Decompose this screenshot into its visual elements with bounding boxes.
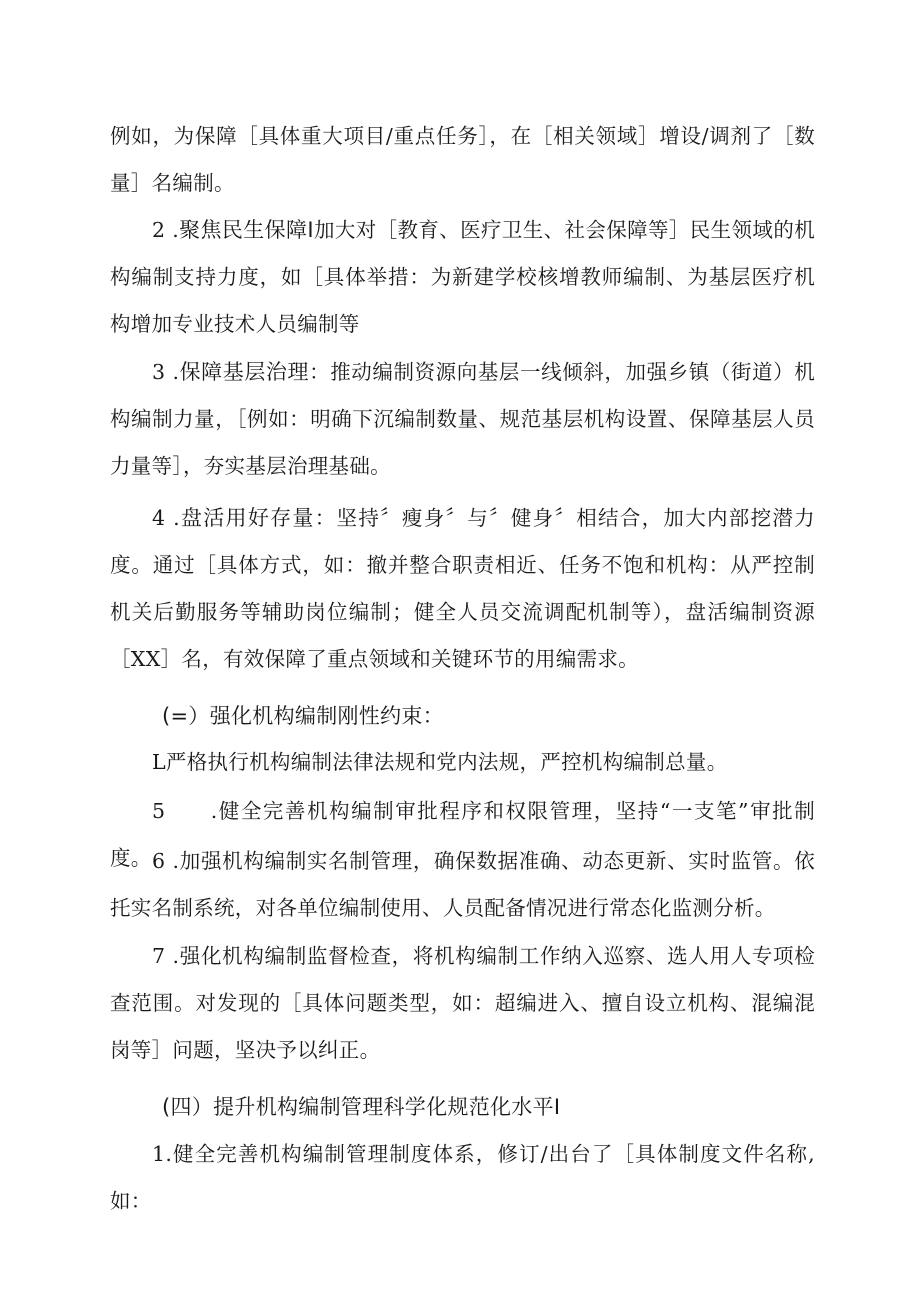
paragraph-text: 5 .健全完善机构编制审批程序和权限管理，坚持“一支笔”审批制度。	[110, 799, 815, 870]
paragraph-text: 6 .加强机构编制实名制管理，确保数据准确、动态更新、实时监管。依托实名制系统，对各单位编制使用、人员配备情况进行常态化监测分析。	[110, 849, 815, 920]
paragraph-item-6	[110, 838, 815, 932]
paragraph-text: L严格执行机构编制法律法规和党内法规，严控机构编制总量。	[152, 750, 728, 774]
paragraph-item-2	[110, 207, 815, 348]
paragraph-continuation	[110, 113, 815, 207]
section-heading-text: (四）提升机构编制管理科学化规范化水平I	[162, 1095, 561, 1119]
paragraph-text: 例如，为保障［具体重大项目/重点任务］，在［相关领域］增设/调剂了［数量］名编制。	[110, 124, 815, 195]
paragraph-item-1b	[110, 1131, 815, 1225]
paragraph-item-1	[110, 739, 815, 786]
section-heading-text: (=）强化机构编制刚性约束：	[162, 704, 444, 728]
paragraph-item-7	[110, 933, 815, 1074]
paragraph-text: ：坚持〞瘦身〞与〞健身〞相结合，加大内部挖潜力度。通过［具体方式，如：撤并整合职责相近、任务不饱和机构：从严控制机关后勤服务等辅助岗位编制；健全人员交流调配机制等），盘活编制资源［XX］名，有效保障了重点领域和关键环节的用编需求。	[110, 506, 815, 671]
item-number: 2 .	[152, 218, 180, 242]
section-heading-4	[110, 1084, 815, 1131]
item-heading: 保障基层治理	[179, 360, 310, 384]
item-number: 4 .	[152, 506, 180, 530]
paragraph-item-4	[110, 495, 815, 683]
item-heading: 聚焦民生保障I	[179, 218, 314, 242]
paragraph-text: ：推动编制资源向基层一线倾斜，加强乡镇（街道）机构编制力量，［例如：明确下沉编制数量、规范基层机构设置、保障基层人员力量等］，夯实基层治理基础。	[110, 360, 816, 478]
item-heading: 盘活用好存量	[179, 506, 315, 530]
item-number: 3 .	[152, 360, 180, 384]
paragraph-item-3	[110, 349, 815, 490]
paragraph-text: 1.健全完善机构编制管理制度体系，修订/出台了［具体制度文件名称,如：	[110, 1142, 815, 1213]
paragraph-text: 7 .强化机构编制监督检查，将机构编制工作纳入巡察、选人用人专项检查范围。对发现的［具体问题类型，如：超编进入、擅自设立机构、混编混岗等］问题，坚决予以纠正。	[110, 944, 815, 1062]
paragraph-text: 加大对［教育、医疗卫生、社会保障等］民生领域的机构编制支持力度，如［具体举措：为新建学校核增教师编制、为基层医疗机构增加专业技术人员编制等	[110, 218, 815, 336]
section-heading-3	[110, 693, 815, 740]
